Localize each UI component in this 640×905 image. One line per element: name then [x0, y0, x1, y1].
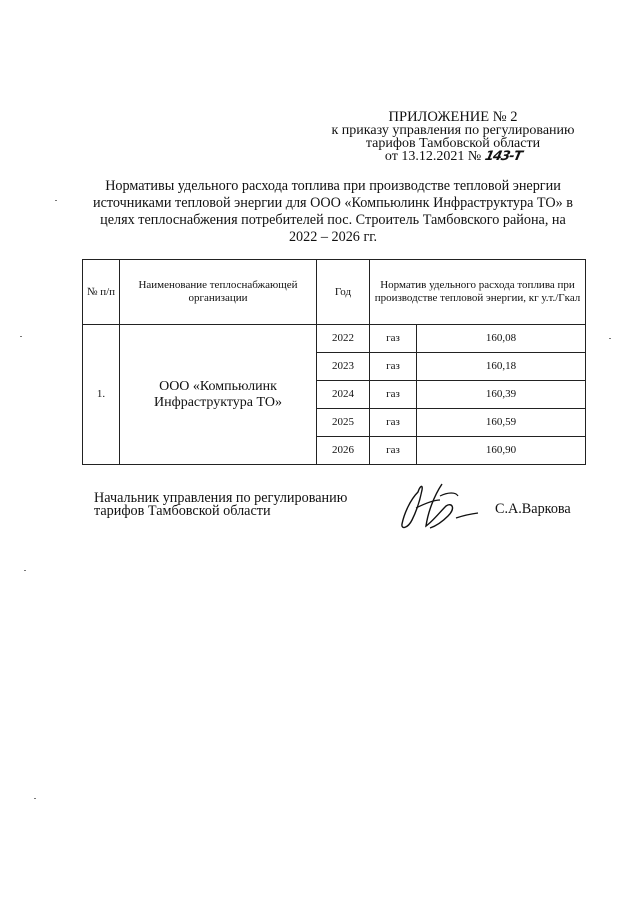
header-org: Наименование теплоснабжающей организации: [120, 260, 317, 325]
cell-year: 2023: [317, 353, 370, 381]
cell-fuel: газ: [370, 409, 417, 437]
signatory-position-line-2: тарифов Тамбовской области: [94, 503, 271, 519]
scan-speck: [34, 798, 36, 799]
header-norm: Норматив удельного расхода топлива при производстве тепловой энергии, кг у.т./Гкал: [370, 260, 586, 325]
appendix-line-2: тарифов Тамбовской области: [365, 136, 541, 151]
cell-value: 160,59: [417, 409, 586, 437]
cell-year: 2026: [317, 437, 370, 465]
cell-fuel: газ: [370, 381, 417, 409]
header-year: Год: [317, 260, 370, 325]
scan-speck: [24, 570, 26, 571]
row-number: 1.: [83, 325, 120, 465]
signatory-name: С.А.Варкова: [495, 501, 571, 517]
cell-year: 2024: [317, 381, 370, 409]
signatory-position-line-1: Начальник управления по регулированию: [94, 490, 348, 506]
table-header-row: [83, 260, 586, 325]
document-heading: Нормативы удельного расхода топлива при производстве тепловой энергии источниками тепловой энергии для ООО «Компьюлинк Инфраструктура ТО» в целях теплоснабжения потребителей пос. Строитель Тамбовского района, на 2022 – 2026 гг.: [93, 178, 573, 245]
scan-speck: [20, 336, 22, 337]
handwritten-order-number: 143-Т: [483, 149, 523, 164]
cell-value: 160,18: [417, 353, 586, 381]
cell-fuel: газ: [370, 325, 417, 353]
appendix-line-1: к приказу управления по регулированию: [331, 123, 575, 138]
cell-value: 160,90: [417, 437, 586, 465]
table-row: [83, 325, 586, 353]
organization-name: ООО «Компьюлинк Инфраструктура ТО»: [120, 325, 317, 465]
cell-fuel: газ: [370, 353, 417, 381]
cell-value: 160,08: [417, 325, 586, 353]
cell-fuel: газ: [370, 437, 417, 465]
appendix-title: ПРИЛОЖЕНИЕ № 2: [388, 109, 518, 125]
order-date-line: [318, 150, 588, 163]
scan-speck: [609, 338, 611, 339]
order-date: от 13.12.2021 №: [384, 149, 482, 164]
appendix-header: [318, 111, 588, 163]
header-num: № п/п: [83, 260, 120, 325]
signatory-position: [94, 492, 347, 518]
scan-speck: [55, 200, 57, 201]
handwritten-signature: [396, 478, 486, 541]
cell-value: 160,39: [417, 381, 586, 409]
norms-table: [82, 259, 586, 465]
cell-year: 2025: [317, 409, 370, 437]
cell-year: 2022: [317, 325, 370, 353]
